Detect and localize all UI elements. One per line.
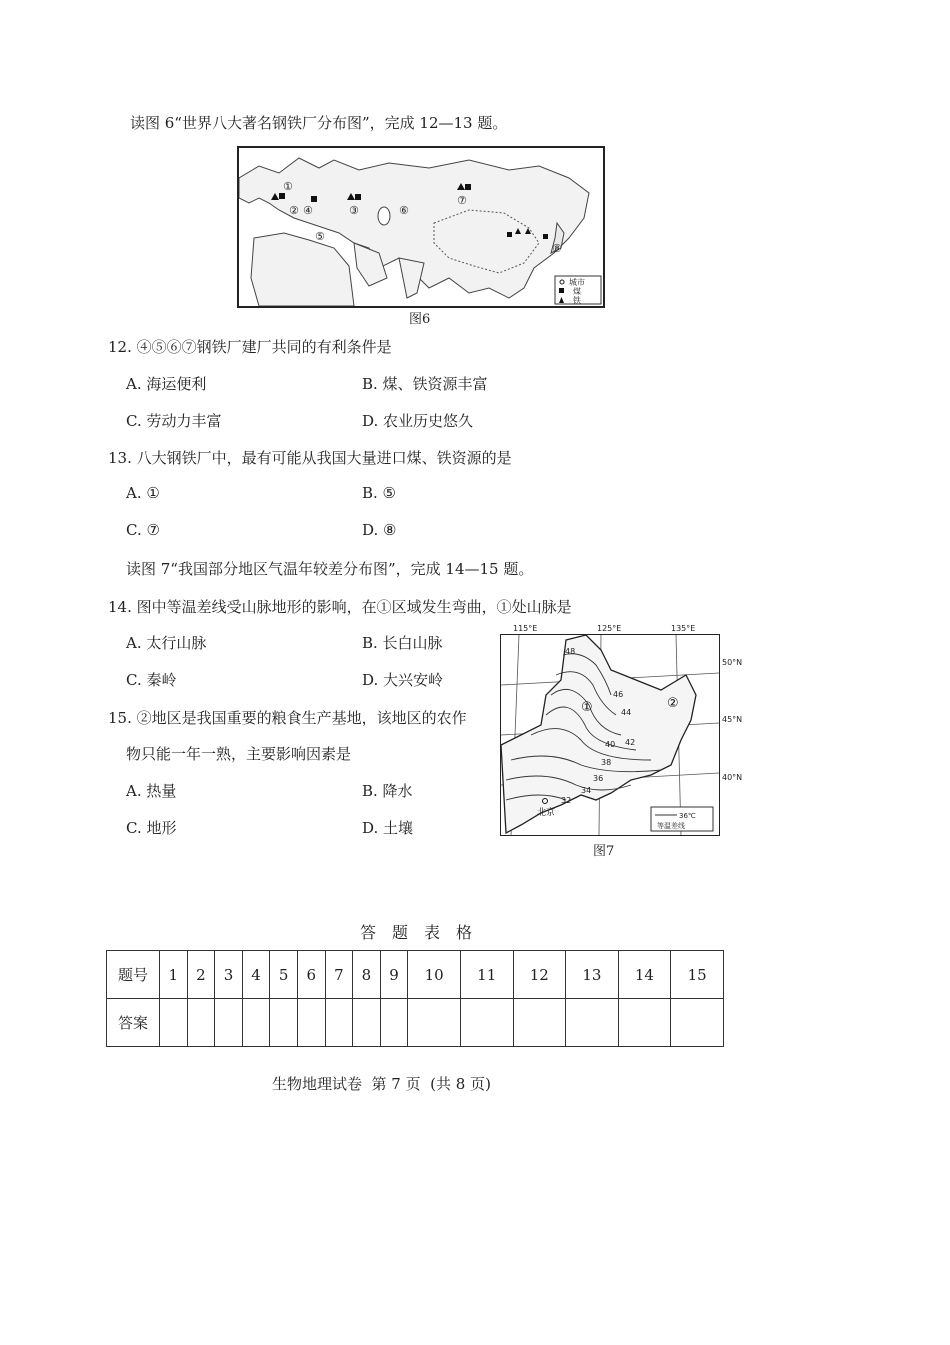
q14-option-c: C. 秦岭: [126, 671, 177, 689]
question-number: 9: [380, 951, 408, 999]
marker-1: ①: [283, 180, 293, 193]
marker-4: ④: [303, 204, 313, 217]
question-15-stem-line1: 15. ②地区是我国重要的粮食生产基地，该地区的农作: [108, 709, 467, 727]
question-number: 5: [270, 951, 298, 999]
marker-3: ③: [349, 204, 359, 217]
answer-cell[interactable]: [566, 999, 619, 1047]
row-header-number: 题号: [107, 951, 160, 999]
marker-6: ⑥: [399, 204, 409, 217]
answer-table: [106, 950, 724, 1047]
q14-option-b: B. 长白山脉: [362, 634, 443, 652]
answer-cell[interactable]: [215, 999, 243, 1047]
question-number: 8: [353, 951, 381, 999]
question-number: 13: [566, 951, 619, 999]
legend-coal: 煤: [573, 287, 581, 296]
legend-value: 36℃: [679, 812, 696, 820]
q15-option-b: B. 降水: [362, 782, 413, 800]
answer-cell[interactable]: [460, 999, 513, 1047]
iso-40: 40: [605, 740, 616, 749]
q13-option-d: D. ⑧: [362, 521, 397, 539]
question-number: 3: [215, 951, 243, 999]
q13-option-c: C. ⑦: [126, 521, 160, 539]
q14-option-d: D. 大兴安岭: [362, 671, 444, 689]
question-13-stem: 13. 八大钢铁厂中，最有可能从我国大量进口煤、铁资源的是: [108, 449, 512, 467]
city-beijing: 北京: [537, 808, 556, 818]
q15-option-d: D. 土壤: [362, 819, 414, 837]
lat-40: 40°N: [722, 773, 743, 782]
iso-48: 48: [565, 647, 576, 656]
q15-option-c: C. 地形: [126, 819, 177, 837]
lat-50: 50°N: [722, 658, 743, 667]
question-number: 11: [460, 951, 513, 999]
world-map-svg: [239, 148, 603, 306]
figure-6-caption: 图6: [409, 312, 431, 327]
question-15-stem-line2: 物只能一年一熟，主要影响因素是: [126, 745, 352, 763]
intro-fig7: 读图 7“我国部分地区气温年较差分布图”，完成 14—15 题。: [126, 560, 534, 578]
legend-city: 城市: [569, 278, 585, 287]
question-12-stem: 12. ④⑤⑥⑦钢铁厂建厂共同的有利条件是: [108, 338, 392, 356]
iso-42: 42: [625, 738, 636, 747]
lat-45: 45°N: [722, 715, 743, 724]
question-number: 1: [160, 951, 188, 999]
q12-option-a: A. 海运便利: [126, 375, 207, 393]
answer-cell[interactable]: [408, 999, 461, 1047]
q12-option-d: D. 农业历史悠久: [362, 412, 474, 430]
lon-115: 115°E: [513, 624, 538, 633]
answer-cell[interactable]: [270, 999, 298, 1047]
answer-cell[interactable]: [618, 999, 671, 1047]
isoline-map-svg: [501, 635, 719, 835]
marker-7: ⑦: [457, 194, 467, 207]
question-number: 4: [242, 951, 270, 999]
row-header-answer: 答案: [107, 999, 160, 1047]
lon-125: 125°E: [597, 624, 622, 633]
answer-cell[interactable]: [671, 999, 724, 1047]
region-marker-1: ①: [581, 700, 593, 715]
question-14-stem: 14. 图中等温差线受山脉地形的影响，在①区域发生弯曲，①处山脉是: [108, 598, 572, 616]
iso-32: 32: [561, 796, 572, 805]
answer-cell[interactable]: [187, 999, 215, 1047]
lon-135: 135°E: [671, 624, 696, 633]
question-number: 15: [671, 951, 724, 999]
question-number: 12: [513, 951, 566, 999]
marker-2: ②: [289, 204, 299, 217]
marker-5: ⑤: [315, 230, 325, 243]
question-number: 6: [297, 951, 325, 999]
answer-cell[interactable]: [325, 999, 353, 1047]
question-number: 7: [325, 951, 353, 999]
page-footer: 生物地理试卷 第 7 页 (共 8 页): [272, 1075, 491, 1093]
intro-fig6: 读图 6“世界八大著名钢铁厂分布图”，完成 12—13 题。: [130, 114, 508, 132]
marker-8: ⑧: [552, 242, 562, 255]
figure-6-map: [237, 146, 605, 308]
q15-option-a: A. 热量: [126, 782, 177, 800]
iso-46: 46: [613, 690, 624, 699]
iso-38: 38: [601, 758, 612, 767]
answer-cell[interactable]: [353, 999, 381, 1047]
region-marker-2: ②: [667, 696, 679, 711]
q12-option-c: C. 劳动力丰富: [126, 412, 222, 430]
question-number: 10: [408, 951, 461, 999]
legend-isoline: 等温差线: [657, 822, 685, 830]
question-number: 14: [618, 951, 671, 999]
legend-iron: 铁: [573, 296, 581, 305]
answer-table-title: 答题表格: [360, 923, 489, 942]
question-number: 2: [187, 951, 215, 999]
table-row-numbers: [107, 951, 724, 999]
answer-cell[interactable]: [160, 999, 188, 1047]
figure-7-caption: 图7: [593, 844, 615, 859]
answer-cell[interactable]: [297, 999, 325, 1047]
answer-cell[interactable]: [513, 999, 566, 1047]
q12-option-b: B. 煤、铁资源丰富: [362, 375, 488, 393]
table-row-answers: [107, 999, 724, 1047]
answer-cell[interactable]: [242, 999, 270, 1047]
figure-7-map: [500, 634, 720, 836]
iso-36: 36: [593, 774, 604, 783]
q13-option-a: A. ①: [126, 484, 160, 502]
answer-cell[interactable]: [380, 999, 408, 1047]
q14-option-a: A. 太行山脉: [126, 634, 207, 652]
iso-44: 44: [621, 708, 632, 717]
iso-34: 34: [581, 786, 592, 795]
q13-option-b: B. ⑤: [362, 484, 397, 502]
